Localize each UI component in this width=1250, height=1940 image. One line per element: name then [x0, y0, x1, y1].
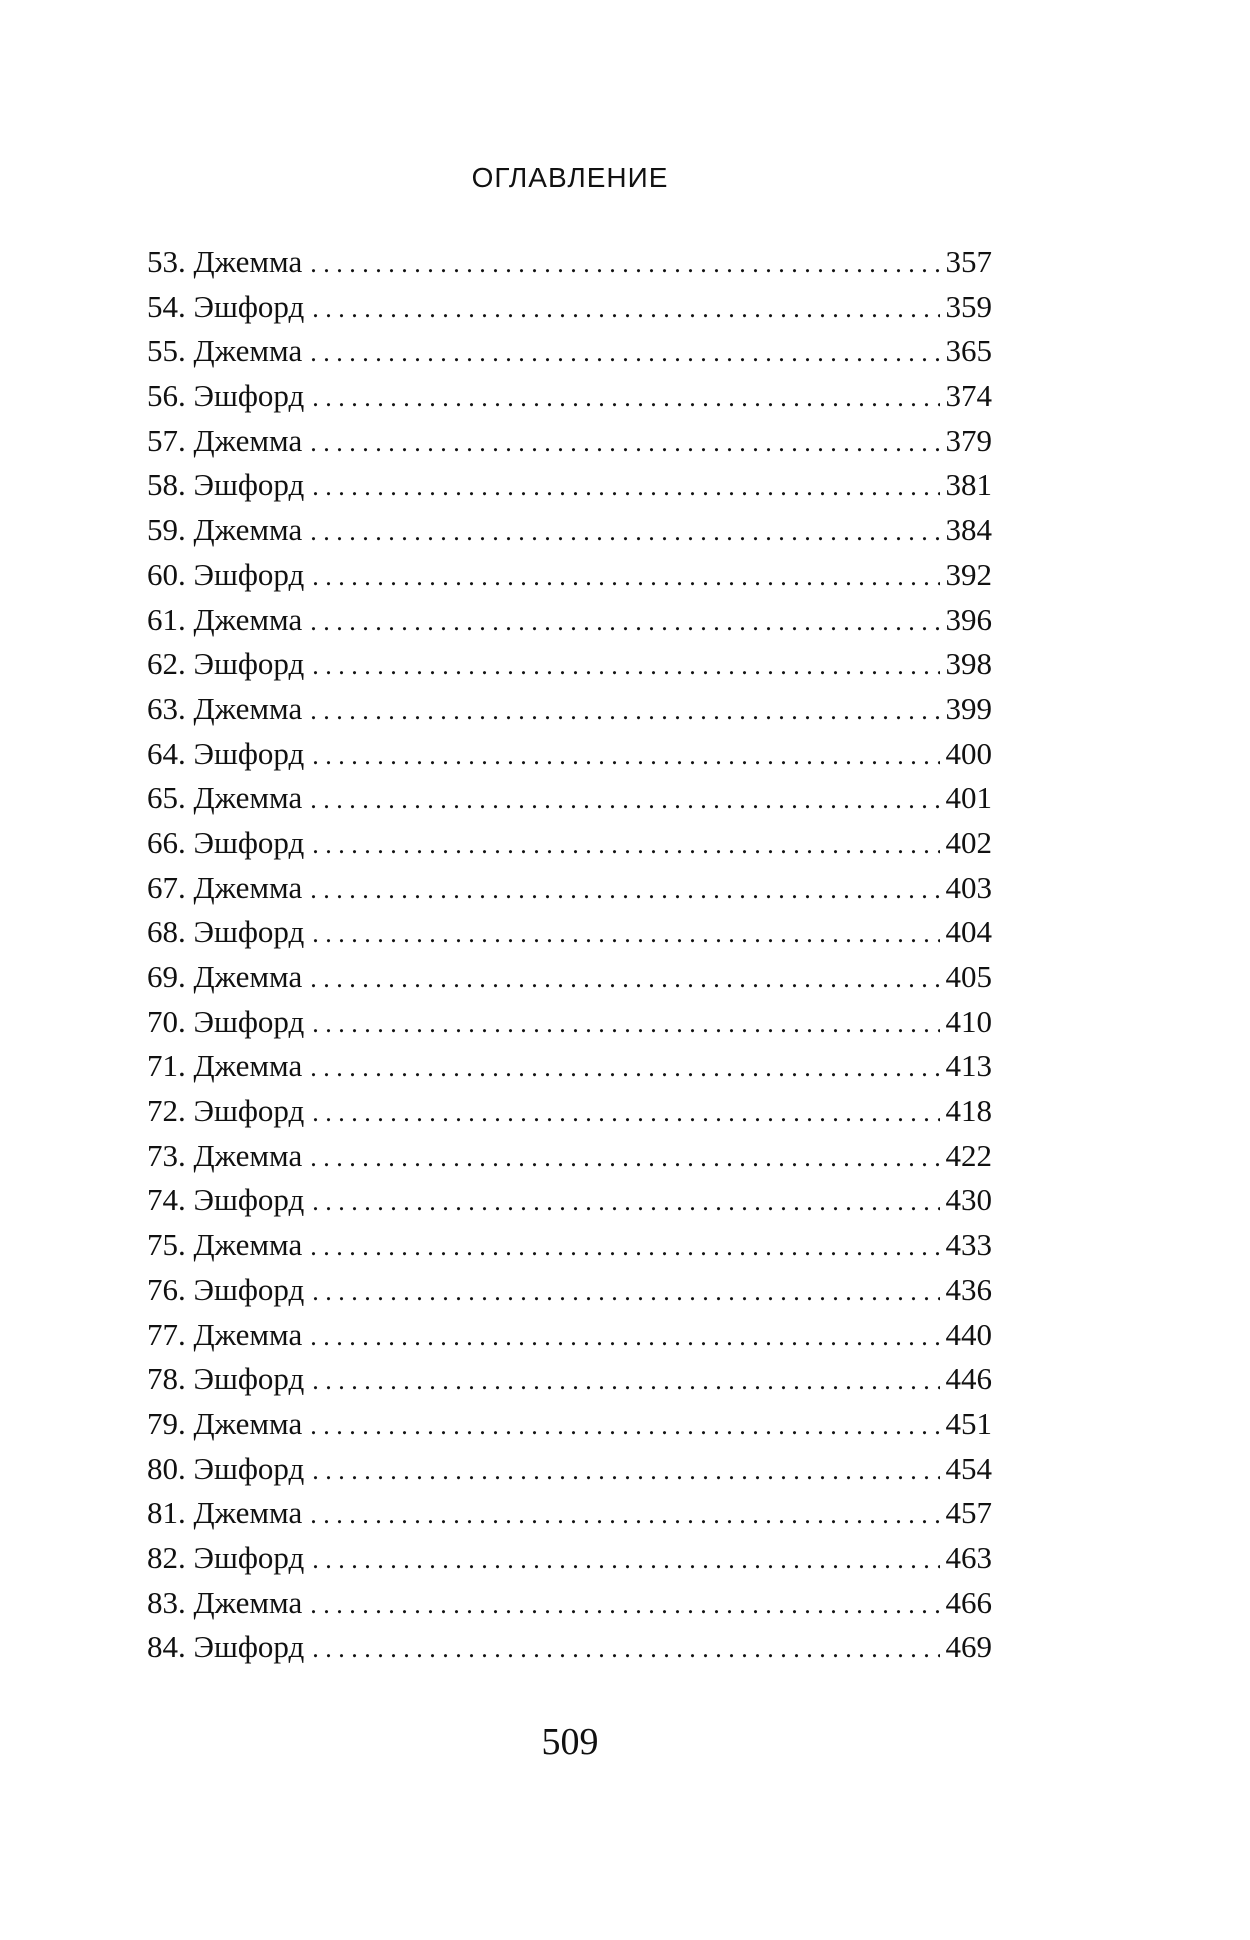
toc-entry	[147, 463, 992, 508]
toc-entry	[147, 1089, 992, 1134]
dot-leader	[310, 331, 939, 375]
dot-leader	[310, 421, 939, 465]
toc-entry	[147, 598, 992, 643]
toc-entry	[147, 1447, 992, 1492]
toc-entry-label: 56. Эшфорд	[147, 378, 305, 414]
toc-entry-page: 457	[945, 1495, 992, 1531]
toc-entry-page: 451	[945, 1405, 992, 1441]
toc-entry	[147, 955, 992, 1000]
toc-entry-label: 55. Джемма	[147, 333, 303, 369]
toc-entry	[147, 285, 992, 330]
toc-entry-label: 68. Эшфорд	[147, 914, 305, 950]
toc-heading: ОГЛАВЛЕНИЕ	[471, 162, 669, 193]
dot-leader	[310, 1046, 939, 1090]
toc-entry	[147, 508, 992, 553]
toc-entry	[147, 419, 992, 464]
toc-entry-label: 78. Эшфорд	[147, 1361, 305, 1397]
toc-entry	[147, 642, 992, 687]
toc-entry	[147, 329, 992, 374]
toc-entry-page: 401	[945, 780, 992, 816]
dot-leader	[310, 600, 939, 644]
toc-entry-page: 430	[945, 1182, 992, 1218]
toc-entry	[147, 1178, 992, 1223]
toc-entry-label: 65. Джемма	[147, 780, 303, 816]
toc-entry-label: 59. Джемма	[147, 512, 303, 548]
toc-entry	[147, 1268, 992, 1313]
toc-entry-page: 405	[945, 959, 992, 994]
toc-entry-label: 84. Эшфорд	[147, 1629, 305, 1665]
dot-leader	[312, 1270, 939, 1314]
toc-entry	[147, 821, 992, 866]
dot-leader	[310, 1225, 939, 1269]
toc-entry-page: 365	[945, 333, 992, 369]
toc-entry	[147, 776, 992, 821]
dot-leader	[310, 689, 939, 733]
toc-entry-label: 64. Эшфорд	[147, 735, 305, 771]
toc-entry	[147, 732, 992, 777]
toc-entry-page: 433	[945, 1227, 992, 1263]
toc-entry-page: 469	[945, 1629, 992, 1665]
dot-leader	[310, 1404, 939, 1448]
toc-entry-label: 58. Эшфорд	[147, 467, 305, 503]
dot-leader	[310, 242, 939, 286]
toc-entry	[147, 1357, 992, 1402]
toc-entry-label: 61. Джемма	[147, 601, 303, 637]
dot-leader	[312, 1180, 939, 1224]
toc-entry-page: 466	[945, 1584, 992, 1620]
toc-entry-label: 69. Джемма	[147, 959, 303, 994]
toc-entry-label: 63. Джемма	[147, 690, 303, 726]
toc-entry-label: 60. Эшфорд	[147, 556, 305, 592]
toc-entry	[147, 1581, 992, 1626]
dot-leader	[310, 1315, 939, 1359]
toc-entry-label: 71. Джемма	[147, 1048, 303, 1084]
toc-entry-page: 357	[945, 244, 992, 279]
toc-entry-page: 454	[945, 1450, 992, 1486]
toc-entry	[147, 866, 992, 911]
toc-entry	[147, 687, 992, 732]
dot-leader	[312, 555, 939, 599]
toc-entry-page: 463	[945, 1539, 992, 1575]
toc-entry	[147, 1402, 992, 1447]
toc-entry-label: 53. Джемма	[147, 244, 303, 279]
dot-leader	[312, 823, 939, 867]
toc-entry-label: 72. Эшфорд	[147, 1093, 305, 1129]
toc-entry-page: 446	[945, 1361, 992, 1397]
toc-entry	[147, 240, 992, 285]
toc-entry-page: 392	[945, 556, 992, 592]
toc-entry-label: 62. Эшфорд	[147, 646, 305, 682]
toc-entry-label: 66. Эшфорд	[147, 824, 305, 860]
dot-leader	[310, 510, 939, 554]
toc-entry-label: 75. Джемма	[147, 1227, 303, 1263]
dot-leader	[312, 734, 939, 778]
toc-entry	[147, 1223, 992, 1268]
toc-entry-label: 82. Эшфорд	[147, 1539, 305, 1575]
dot-leader	[312, 1538, 939, 1582]
toc-entry-label: 54. Эшфорд	[147, 288, 305, 324]
toc-entry	[147, 553, 992, 598]
toc-entry-label: 80. Эшфорд	[147, 1450, 305, 1486]
toc-entry	[147, 1536, 992, 1581]
toc-entry-label: 83. Джемма	[147, 1584, 303, 1620]
dot-leader	[312, 287, 939, 331]
dot-leader	[312, 1091, 939, 1135]
toc-entry	[147, 1491, 992, 1536]
toc-entry-page: 379	[945, 422, 992, 458]
toc-entry-page: 359	[945, 288, 992, 324]
toc-entry-label: 81. Джемма	[147, 1495, 303, 1531]
toc-entry-page: 398	[945, 646, 992, 682]
toc-entry-page: 403	[945, 869, 992, 905]
toc-entry-page: 422	[945, 1137, 992, 1173]
toc-entry-page: 374	[945, 378, 992, 414]
dot-leader	[310, 957, 939, 1001]
page-number: 509	[541, 1721, 599, 1763]
toc-entry-page: 413	[945, 1048, 992, 1084]
toc-entry-label: 67. Джемма	[147, 869, 303, 905]
dot-leader	[312, 1449, 939, 1493]
dot-leader	[312, 1627, 939, 1671]
toc-entry-page: 418	[945, 1093, 992, 1129]
toc-entry-label: 76. Эшфорд	[147, 1271, 305, 1307]
toc-entry	[147, 910, 992, 955]
dot-leader	[310, 1493, 939, 1537]
toc-entry-page: 384	[945, 512, 992, 548]
toc-entry-label: 77. Джемма	[147, 1316, 303, 1352]
toc-entry	[147, 1000, 992, 1045]
toc-entry-page: 399	[945, 690, 992, 726]
dot-leader	[312, 376, 939, 420]
toc-entry	[147, 1313, 992, 1358]
dot-leader	[310, 868, 939, 912]
toc-entry-label: 73. Джемма	[147, 1137, 303, 1173]
toc-entry-label: 57. Джемма	[147, 422, 303, 458]
toc-entry-page: 404	[945, 914, 992, 950]
dot-leader	[310, 1583, 939, 1627]
toc-entry-page: 410	[945, 1003, 992, 1039]
dot-leader	[312, 1359, 939, 1403]
dot-leader	[312, 465, 939, 509]
toc-entry-page: 396	[945, 601, 992, 637]
toc-entry	[147, 1625, 992, 1670]
toc-entry	[147, 1044, 992, 1089]
toc-entry-page: 400	[945, 735, 992, 771]
toc-entry-label: 74. Эшфорд	[147, 1182, 305, 1218]
toc-entry-page: 402	[945, 824, 992, 860]
dot-leader	[312, 1002, 939, 1046]
toc-entry	[147, 374, 992, 419]
table-of-contents	[147, 240, 992, 1670]
toc-entry-label: 70. Эшфорд	[147, 1003, 305, 1039]
dot-leader	[310, 1136, 939, 1180]
toc-entry-label: 79. Джемма	[147, 1405, 303, 1441]
toc-entry-page: 440	[945, 1316, 992, 1352]
dot-leader	[312, 912, 939, 956]
toc-entry	[147, 1134, 992, 1179]
toc-entry-page: 381	[945, 467, 992, 503]
dot-leader	[310, 778, 939, 822]
toc-entry-page: 436	[945, 1271, 992, 1307]
dot-leader	[312, 644, 939, 688]
